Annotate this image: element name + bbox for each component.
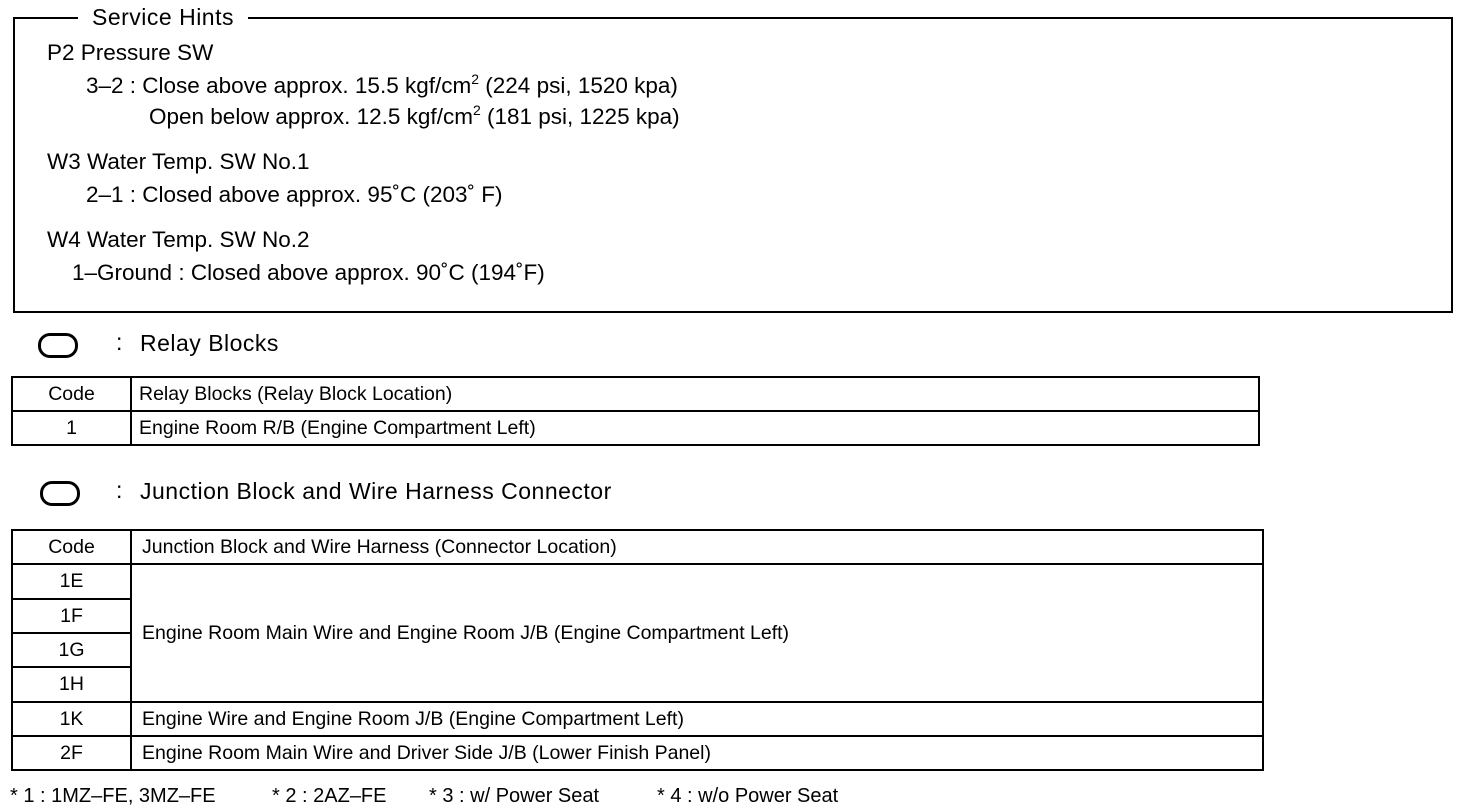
hint-heading-w4: W4 Water Temp. SW No.2: [47, 227, 310, 252]
hint-line-p2-close: 3–2 : Close above approx. 15.5 kgf/$cm^2$ (224 psi, 1520 kpa): [86, 71, 678, 98]
junction-block-table: [11, 529, 1264, 771]
junction-block-symbol-icon: [40, 481, 80, 506]
footnote-2: * 2 : 2AZ–FE: [272, 785, 387, 807]
junction-code-cell: 1E: [12, 564, 131, 599]
hint-heading-p2: P2 Pressure SW: [47, 40, 214, 65]
junction-legend-label: Junction Block and Wire Harness Connector: [140, 478, 612, 504]
junction-group-location-cell: Engine Room Main Wire and Engine Room J/B (Engine Compartment Left): [131, 564, 1263, 702]
relay-location-header: Relay Blocks (Relay Block Location): [131, 377, 1259, 411]
junction-location-header: Junction Block and Wire Harness (Connector Location): [131, 530, 1263, 564]
junction-code-cell: 1K: [12, 702, 131, 736]
table-header-row: [12, 377, 1259, 411]
junction-code-cell: 2F: [12, 736, 131, 770]
relay-blocks-table: [11, 376, 1260, 446]
table-row: [12, 411, 1259, 445]
footnote-1: * 1 : 1MZ–FE, 3MZ–FE: [10, 785, 216, 807]
hint-line-w4: 1–Ground : Closed above approx. 90˚C (194˚F): [72, 260, 545, 285]
junction-legend-colon: :: [116, 477, 123, 503]
junction-code-cell: 1H: [12, 667, 131, 702]
relay-code-header: Code: [12, 377, 131, 411]
service-hints-title: Service Hints: [78, 4, 248, 30]
relay-block-symbol-icon: [38, 333, 78, 358]
hint-heading-w3: W3 Water Temp. SW No.1: [47, 149, 310, 174]
junction-location-cell: Engine Room Main Wire and Driver Side J/B (Lower Finish Panel): [131, 736, 1263, 770]
relay-code-cell: 1: [12, 411, 131, 445]
table-row: [12, 736, 1263, 770]
junction-location-cell: Engine Wire and Engine Room J/B (Engine Compartment Left): [131, 702, 1263, 736]
relay-legend-colon: :: [116, 329, 123, 355]
footnote-3: * 3 : w/ Power Seat: [429, 785, 600, 807]
hint-line-p2-open: Open below approx. 12.5 kgf/$cm^2$ (181 psi, 1225 kpa): [149, 102, 680, 129]
junction-code-cell: 1G: [12, 633, 131, 667]
footnote-4: * 4 : w/o Power Seat: [657, 785, 839, 807]
footnotes: [10, 784, 838, 808]
table-row: [12, 564, 1263, 599]
relay-location-cell: Engine Room R/B (Engine Compartment Left): [131, 411, 1259, 445]
junction-code-cell: 1F: [12, 599, 131, 633]
junction-code-header: Code: [12, 530, 131, 564]
hint-line-w3: 2–1 : Closed above approx. 95˚C (203˚ F): [86, 182, 503, 207]
table-row: [12, 702, 1263, 736]
relay-legend-label: Relay Blocks: [140, 330, 279, 356]
table-header-row: [12, 530, 1263, 564]
